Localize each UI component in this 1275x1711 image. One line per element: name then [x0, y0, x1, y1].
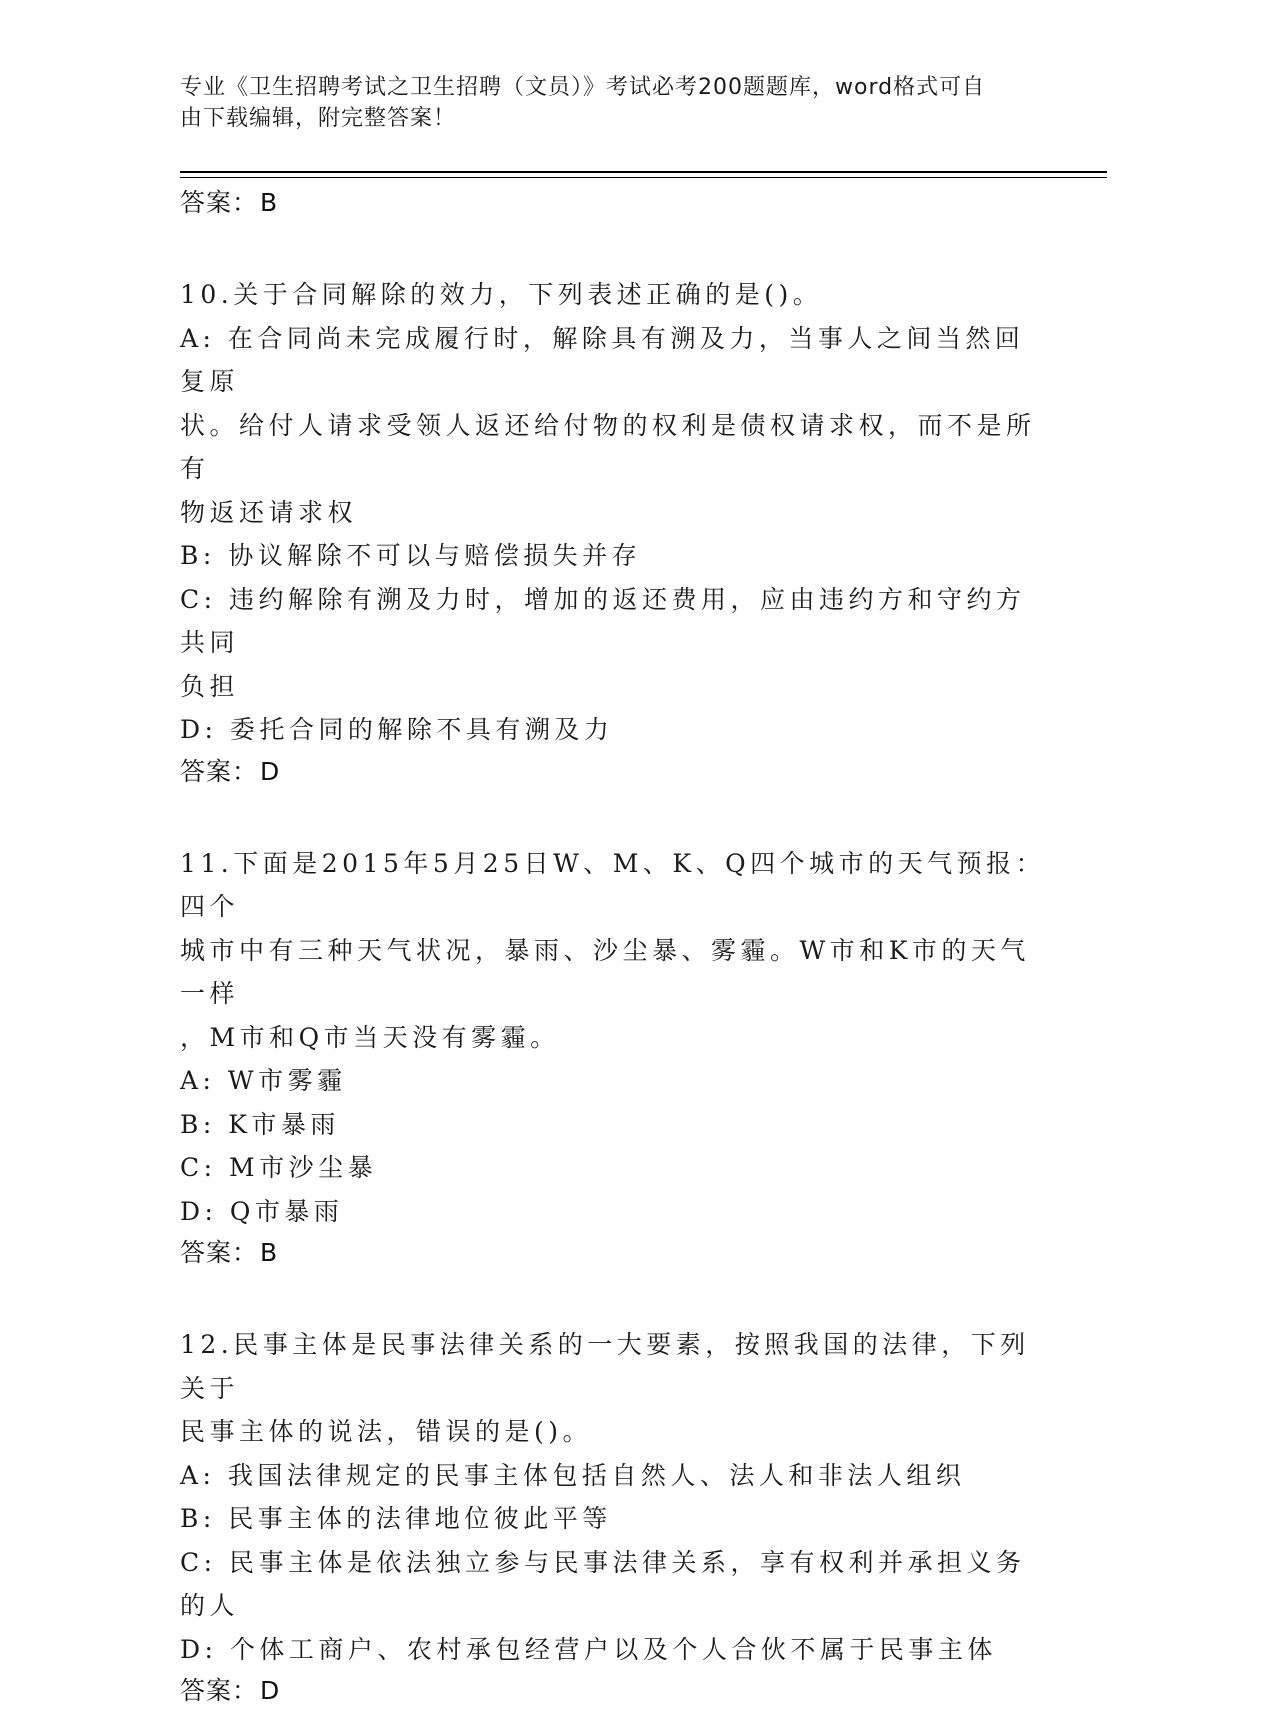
- answer-line: [180, 1233, 1050, 1273]
- option-c-line: C: M市沙尘暴: [180, 1153, 378, 1182]
- question-stem-line: 城市中有三种天气状况，暴雨、沙尘暴、雾霾。W市和K市的天气一样: [180, 935, 1030, 1008]
- answer-line: [180, 183, 1050, 223]
- header-line-1: 专业《卫生招聘考试之卫生招聘（文员）》考试必考200题题库，word格式可自: [180, 75, 986, 100]
- option-a-line: 物返还请求权: [180, 497, 358, 527]
- option-a-line: A: W市雾霾: [180, 1066, 347, 1095]
- option-b-line: B: K市暴雨: [180, 1109, 340, 1139]
- answer-line: [180, 1671, 1050, 1711]
- option-d-line: D: Q市暴雨: [180, 1196, 344, 1226]
- answer-label: 答案：: [180, 1238, 259, 1267]
- option-b-line: B: 协议解除不可以与赔偿损失并存: [180, 541, 642, 570]
- answer-line: [180, 752, 1050, 792]
- question-stem-line: 民事主体的说法，错误的是()。: [180, 1417, 593, 1446]
- answer-value: B: [260, 188, 279, 217]
- answer-label: 答案：: [180, 1676, 259, 1705]
- answer-value: D: [260, 1676, 281, 1705]
- question-list: [180, 183, 1050, 1711]
- option-d-line: D: 委托合同的解除不具有溯及力: [180, 715, 614, 744]
- option-c-line: C: 民事主体是依法独立参与民事法律关系，享有权利并承担义务的人: [180, 1547, 1026, 1620]
- answer-label: 答案：: [180, 188, 259, 217]
- answer-value: B: [260, 1238, 279, 1267]
- option-c-line: C: 违约解除有溯及力时，增加的返还费用，应由违约方和守约方共同: [180, 584, 1026, 657]
- option-a-line: A: 在合同尚未完成履行时，解除具有溯及力，当事人之间当然回复原: [180, 323, 1025, 396]
- answer-value: D: [260, 756, 281, 786]
- option-a-line: 状。给付人请求受领人返还给付物的权利是债权请求权，而不是所有: [180, 410, 1036, 483]
- header-line-2: 由下载编辑，附完整答案！: [180, 106, 457, 131]
- option-d-line: D: 个体工商户、农村承包经营户以及个人合伙不属于民事主体: [180, 1634, 997, 1664]
- question-stem-line: ，M市和Q市当天没有雾霾。: [180, 1022, 560, 1052]
- option-c-line: 负担: [180, 671, 240, 701]
- question-12: [180, 1323, 1050, 1711]
- question-stem-line: 12.民事主体是民事法律关系的一大要素，按照我国的法律，下列关于: [180, 1330, 1030, 1403]
- question-11: [180, 842, 1050, 1274]
- question-10: [180, 273, 1050, 792]
- option-a-line: A: 我国法律规定的民事主体包括自然人、法人和非法人组织: [180, 1460, 966, 1490]
- document-header: [180, 72, 1040, 134]
- header-divider-thin: [180, 177, 1107, 178]
- option-b-line: B: 民事主体的法律地位彼此平等: [180, 1504, 612, 1533]
- question-stem-line: 11.下面是2015年5月25日W、M、K、Q四个城市的天气预报：四个: [180, 848, 1046, 921]
- question-stem-line: 10.关于合同解除的效力，下列表述正确的是()。: [180, 280, 823, 309]
- answer-label: 答案：: [180, 756, 259, 786]
- header-divider-thick: [180, 171, 1107, 173]
